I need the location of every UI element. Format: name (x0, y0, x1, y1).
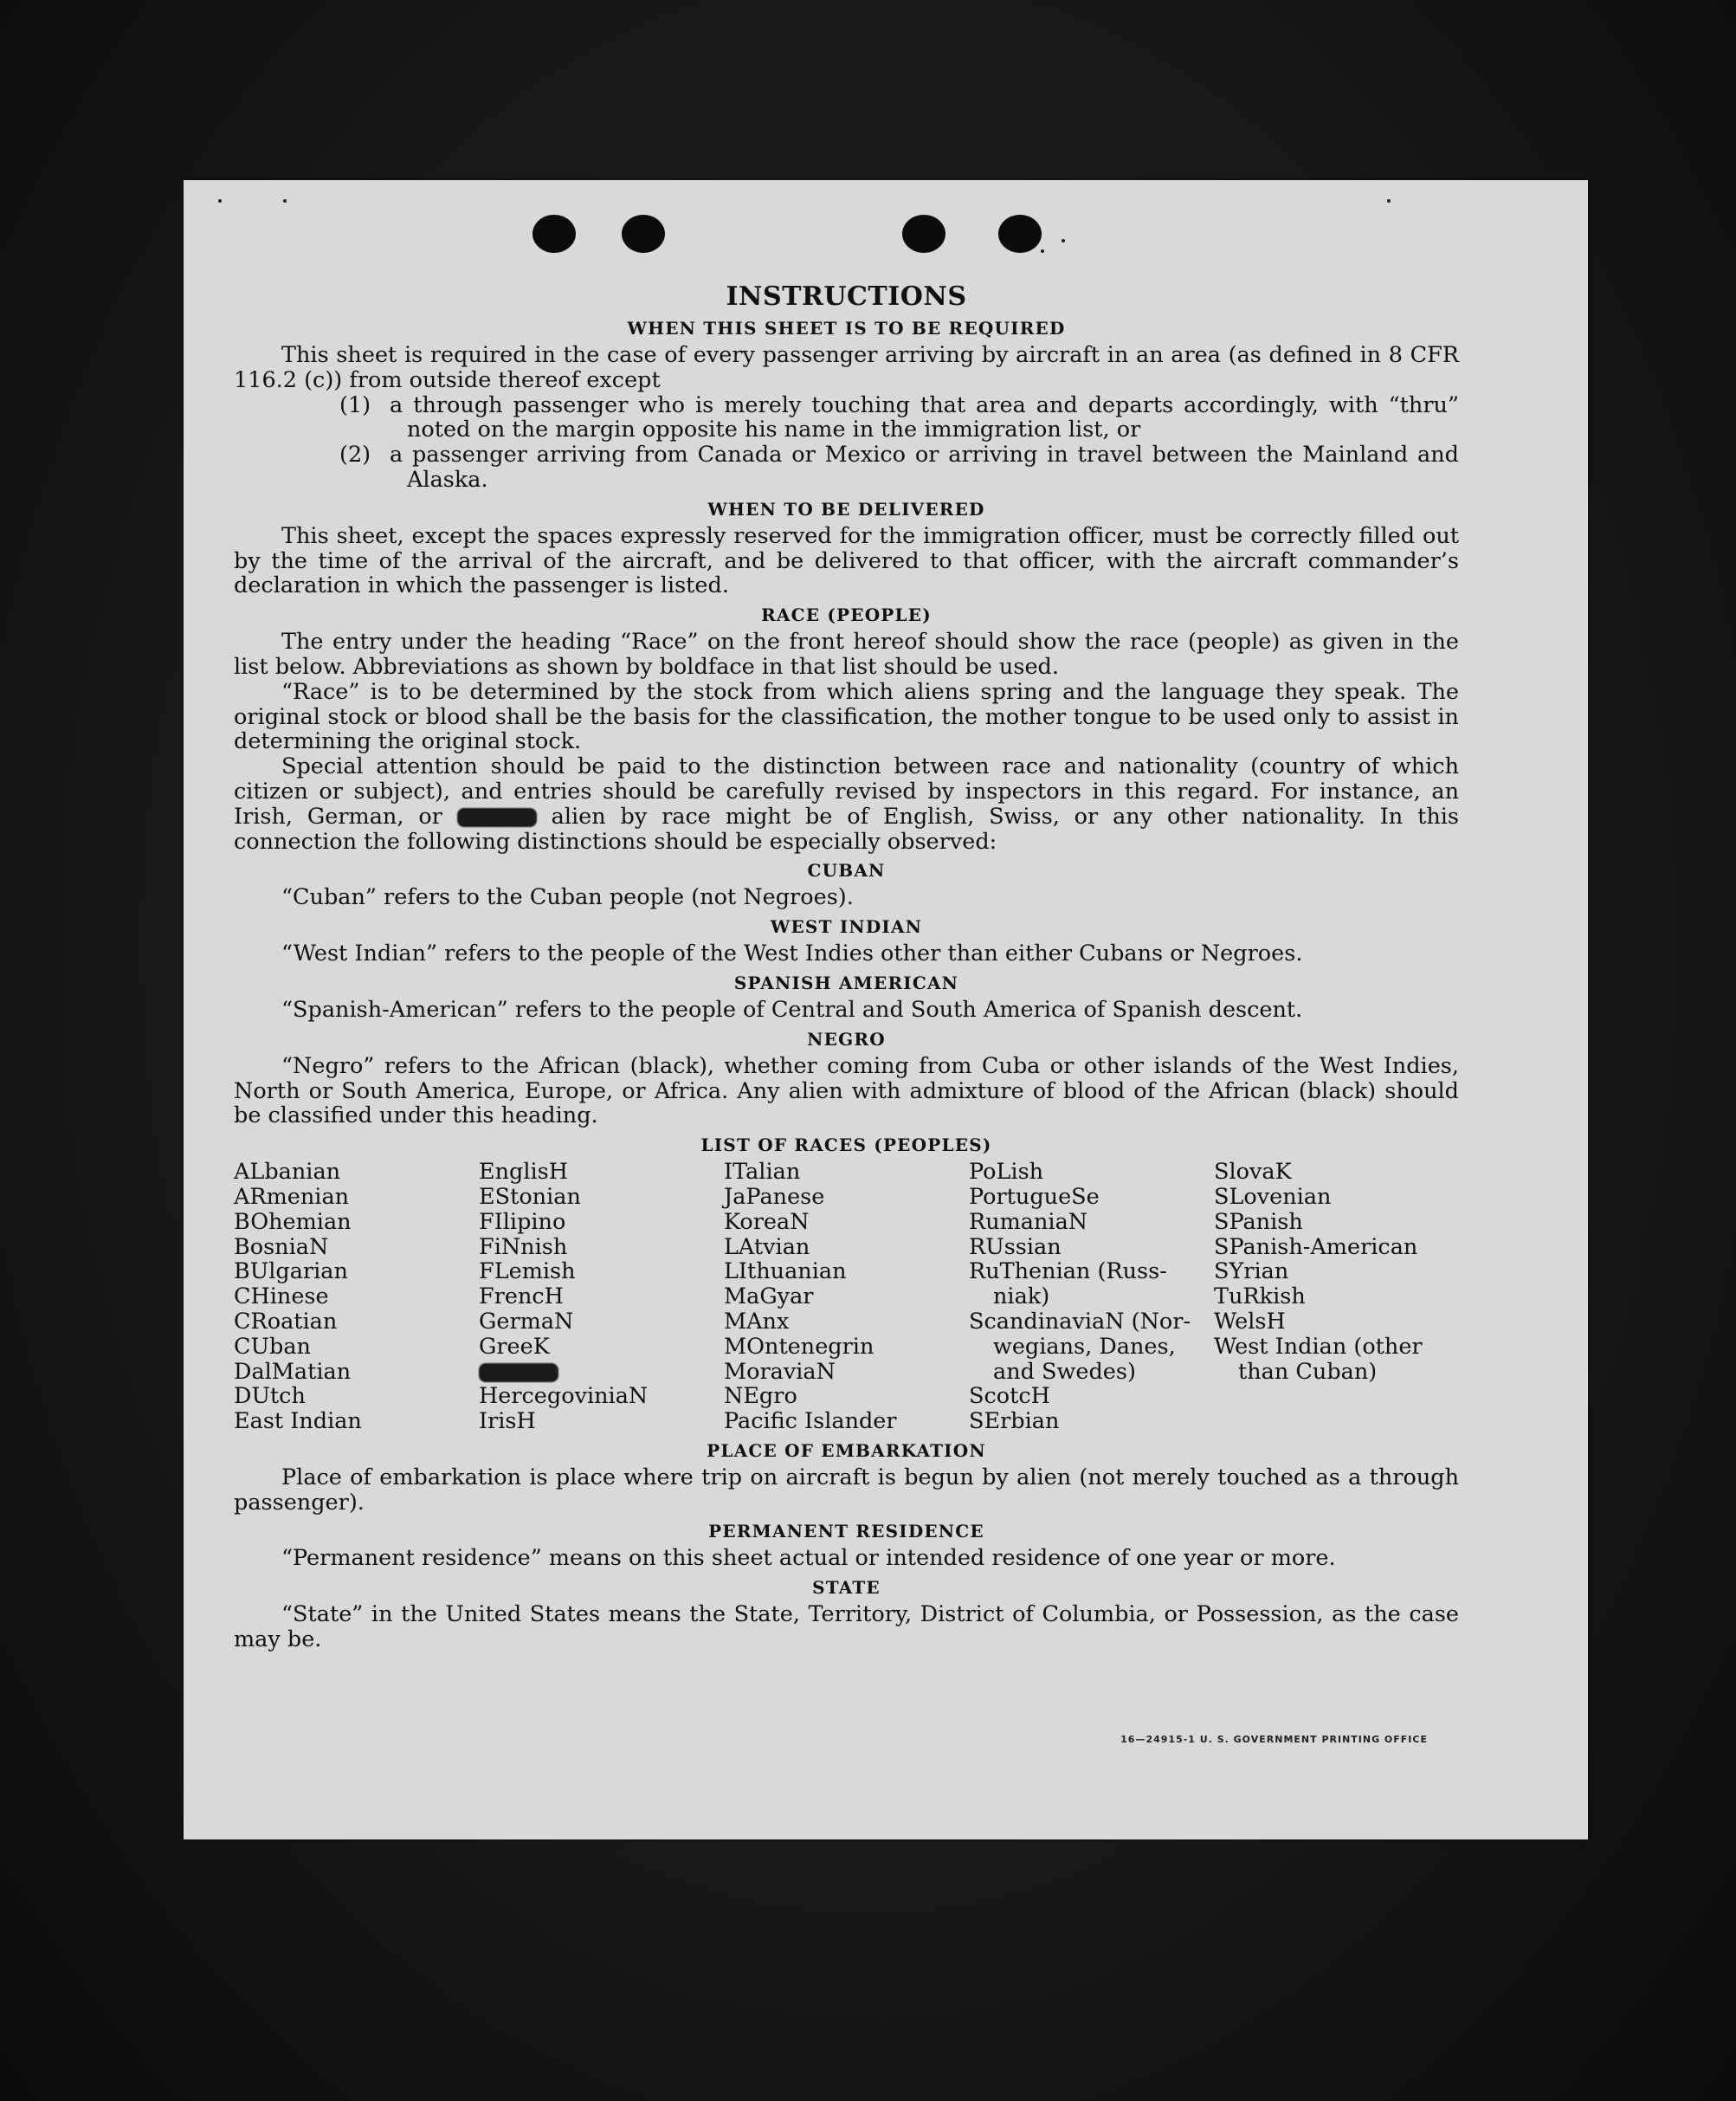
races-column (724, 1160, 969, 1434)
race-entry: FLemish (479, 1258, 576, 1285)
paragraph: “Race” is to be determined by the stock from which aliens spring and the language they speak. The original stock or blood shall be the basis for the classification, the mother tongue to be used only to assist in determining the original stock. (234, 678, 1459, 755)
race-entry: ALbanian (234, 1159, 341, 1186)
section-cuban (234, 859, 1459, 910)
punch-hole (622, 215, 665, 253)
section-heading: RACE (PEOPLE) (761, 604, 932, 626)
race-entry: East Indian (234, 1408, 362, 1435)
races-table (234, 1160, 1459, 1434)
race-entry: SYrian (1214, 1258, 1289, 1285)
races-column (969, 1160, 1214, 1434)
special-text-after: alien by race might be of English, Swiss, or any other nationality. In this connection the following distinctions should be especially observed: (234, 803, 1459, 855)
punch-hole (998, 215, 1042, 253)
race-entry: CUban (234, 1333, 311, 1360)
race-entry: West Indian (other (1214, 1333, 1423, 1360)
special-text-before: Special attention should be paid to the distinction between race and nationality (country of which citizen or subject), and entries should be carefully revised by inspectors in this regard. For instance, an Irish, German, or (234, 753, 1459, 830)
race-entry: PortugueSe (969, 1183, 1100, 1210)
race-entry: HercegoviniaN (479, 1383, 649, 1410)
race-entry: GreeK (479, 1333, 550, 1360)
redaction-mark (479, 1363, 558, 1382)
section-spanish-american (234, 972, 1459, 1023)
instructions-body (234, 282, 1459, 1652)
race-entry: IrisH (479, 1408, 536, 1435)
paragraph: The entry under the heading “Race” on the front hereof should show the race (people) as given in the list below. Abbreviations as shown by boldface in that list should be used. (234, 629, 1459, 680)
section-embarkation (234, 1439, 1459, 1516)
race-entry: CRoatian (234, 1308, 338, 1335)
race-entry: RumaniaN (969, 1208, 1088, 1235)
redaction-mark (457, 808, 537, 827)
race-entry: GermaN (479, 1308, 574, 1335)
scan-speck (1041, 249, 1044, 253)
race-entry: JaPanese (724, 1183, 825, 1210)
race-entry: niak) (993, 1283, 1050, 1310)
list-item (234, 443, 1459, 493)
list-item (234, 393, 1459, 443)
race-entry: MAnx (724, 1308, 790, 1335)
race-entry: ScotcH (969, 1383, 1050, 1410)
paragraph: This sheet is required in the case of every passenger arriving by aircraft in an area (as defined in 8 CFR 116.2 (c)) from outside thereof except (234, 342, 1459, 393)
race-entry: BUlgarian (234, 1258, 348, 1285)
punch-hole (532, 215, 576, 253)
paragraph: This sheet, except the spaces expressly reserved for the immigration officer, must be correctly filled out by the time of the arrival of the aircraft, and be delivered to that officer, with the aircraft commander’s declaration in which the passenger is listed. (234, 522, 1459, 599)
section-permanent-residence (234, 1520, 1459, 1571)
race-entry: FIlipino (479, 1208, 566, 1235)
scan-speck (1387, 199, 1391, 203)
section-heading: SPANISH AMERICAN (733, 972, 959, 993)
race-entry: EStonian (479, 1183, 581, 1210)
section-heading: WHEN THIS SHEET IS TO BE REQUIRED (627, 318, 1066, 339)
race-entry: SlovaK (1214, 1159, 1292, 1186)
race-entry: RUssian (969, 1233, 1062, 1260)
scan-speck (283, 199, 287, 203)
document-page (184, 180, 1588, 1839)
race-entry: DalMatian (234, 1358, 352, 1385)
section-heading: NEGRO (807, 1028, 886, 1050)
race-entry: ITalian (724, 1159, 801, 1186)
section-heading: WEST INDIAN (770, 916, 923, 938)
race-entry: Pacific Islander (724, 1408, 897, 1435)
section-state (234, 1576, 1459, 1652)
race-entry: ScandinaviaN (Nor- (969, 1308, 1191, 1335)
race-entry: wegians, Danes, (993, 1333, 1176, 1360)
race-entry: SErbian (969, 1408, 1060, 1435)
item-number: (1) (339, 391, 371, 418)
race-entry: BOhemian (234, 1208, 352, 1235)
paragraph: “West Indian” refers to the people of the West Indies other than either Cubans or Negroes. (281, 941, 1303, 967)
paragraph (234, 754, 1459, 854)
section-list-of-races (234, 1134, 1459, 1434)
race-entry: WelsH (1214, 1308, 1286, 1335)
punch-hole (902, 215, 945, 253)
race-entry: SPanish-American (1214, 1233, 1418, 1260)
race-entry: EnglisH (479, 1159, 568, 1186)
race-entry: NEgro (724, 1383, 797, 1410)
race-entry: MoraviaN (724, 1358, 836, 1385)
section-heading: WHEN TO BE DELIVERED (707, 498, 985, 520)
race-entry: MOntenegrin (724, 1333, 874, 1360)
race-entry: BosniaN (234, 1233, 329, 1260)
section-heading: PERMANENT RESIDENCE (708, 1521, 984, 1542)
race-entry: FrencH (479, 1283, 564, 1310)
item-number: (2) (339, 442, 371, 469)
race-entry: ARmenian (234, 1183, 350, 1210)
redaction-mark (479, 1360, 724, 1385)
race-entry: TuRkish (1214, 1283, 1306, 1310)
scan-speck (218, 199, 222, 203)
paragraph: “State” in the United States means the State, Territory, District of Columbia, or Possession, as the case may be. (234, 1601, 1459, 1653)
paragraph: “Cuban” refers to the Cuban people (not Negroes). (281, 884, 854, 911)
race-entry: KoreaN (724, 1208, 810, 1235)
race-entry: FiNnish (479, 1233, 568, 1260)
paragraph: “Spanish-American” refers to the people of Central and South America of Spanish descent. (281, 996, 1303, 1023)
section-when-required (234, 317, 1459, 493)
printing-office-code: 16—24915-1 U. S. GOVERNMENT PRINTING OFFICE (1120, 1734, 1428, 1745)
item-text: a passenger arriving from Canada or Mexico or arriving in travel between the Mainland and Alaska. (390, 442, 1459, 493)
section-when-delivered (234, 498, 1459, 598)
race-entry: RuThenian (Russ- (969, 1258, 1167, 1285)
section-negro (234, 1028, 1459, 1128)
scan-speck (1062, 239, 1065, 242)
race-entry: than Cuban) (1238, 1358, 1378, 1385)
race-entry: MaGyar (724, 1283, 814, 1310)
race-entry: LAtvian (724, 1233, 810, 1260)
races-column (479, 1160, 724, 1434)
section-heading: CUBAN (807, 860, 886, 882)
race-entry: PoLish (969, 1159, 1044, 1186)
section-heading: PLACE OF EMBARKATION (707, 1439, 986, 1461)
races-column (234, 1160, 479, 1434)
item-text: a through passenger who is merely touching that area and departs accordingly, with “thru” noted on the margin opposite his name in the immigration list, or (390, 391, 1459, 443)
paragraph: “Negro” refers to the African (black), whether coming from Cuba or other islands of the West Indies, North or South America, Europe, or Africa. Any alien with admixture of blood of the African (black) should be classified under this heading. (234, 1052, 1459, 1129)
race-entry: SLovenian (1214, 1183, 1332, 1210)
race-entry: DUtch (234, 1383, 306, 1410)
race-entry: LIthuanian (724, 1258, 847, 1285)
races-column (1214, 1160, 1459, 1434)
race-entry: SPanish (1214, 1208, 1303, 1235)
section-west-indian (234, 915, 1459, 966)
section-race (234, 604, 1459, 854)
section-heading: STATE (812, 1577, 881, 1599)
race-entry: and Swedes) (993, 1358, 1136, 1385)
paragraph: “Permanent residence” means on this sheet actual or intended residence of one year or more. (281, 1545, 1336, 1572)
page-title: INSTRUCTIONS (726, 281, 967, 312)
section-heading: LIST OF RACES (PEOPLES) (700, 1135, 992, 1156)
race-entry: CHinese (234, 1283, 329, 1310)
paragraph: Place of embarkation is place where trip on aircraft is begun by alien (not merely touched as a through passenger). (234, 1464, 1459, 1516)
